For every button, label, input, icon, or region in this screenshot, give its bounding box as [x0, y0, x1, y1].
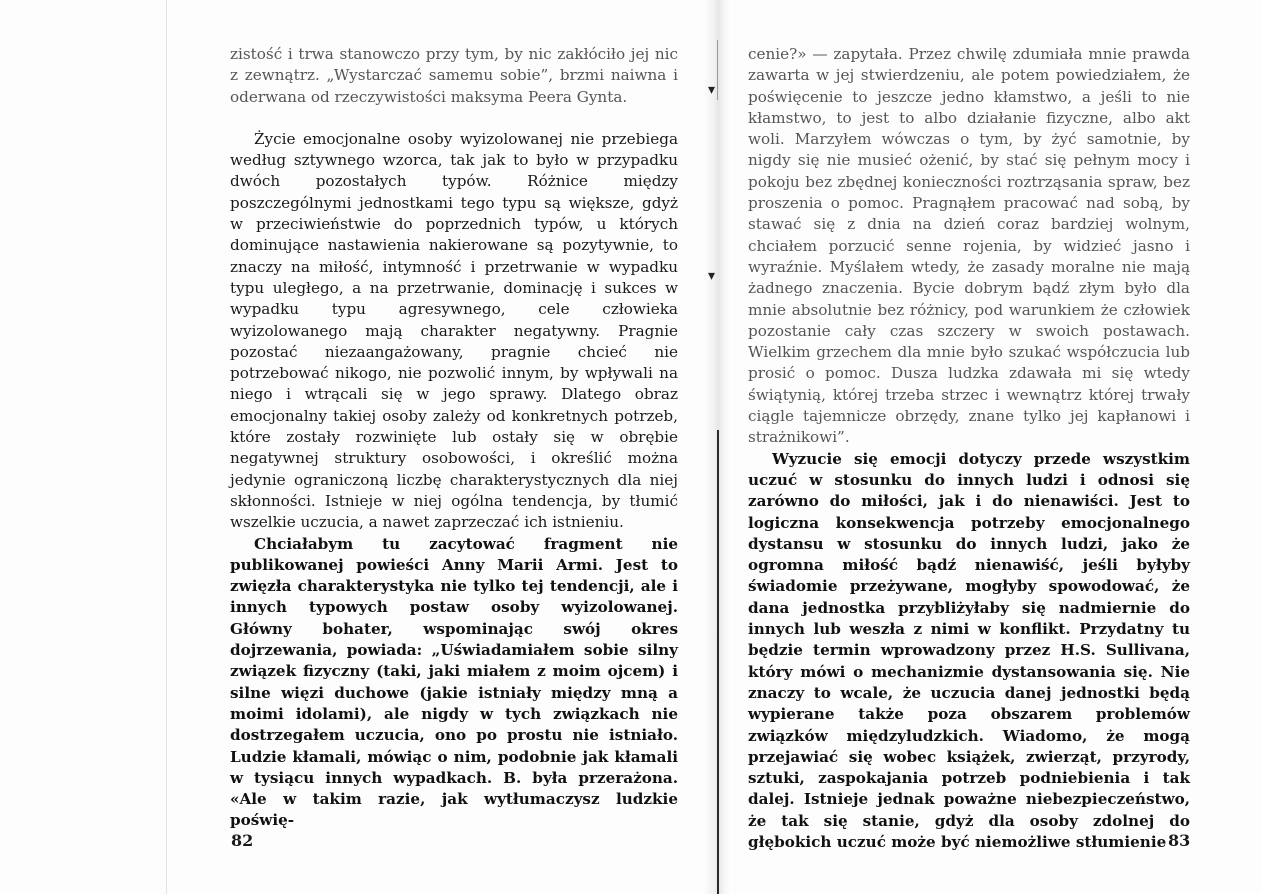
left-paragraph-2: Życie emocjonalne osoby wyizolowanej nie przebiega według sztywnego wzorca, tak jak to było w przypadku dwóch pozostałych typów. Różnice między poszczególnymi jednostkami tego typu są większe, gdyż w przeciwieństwie do poprzednich typów, u których dominujące nastawienia nakierowane są pozytywnie, to znaczy na miłość, intymność i przetrwanie w wypadku typu uległego, a na przetrwanie, dominację i sukces w wypadku typu agresywnego, cele człowieka wyizolowanego mają charakter negatywny. Pragnie pozostać niezaangażowany, pragnie chcieć nie potrzebować nikogo, nie pozwolić innym, by wpływali na niego i wtrącali się w jego sprawy. Dlatego obraz emocjonalny takiej osoby zależy od konkretnych potrzeb, które zostały rozwinięte lub ostały się w obrębie negatywnej struktury osobowości, i określić można jedynie ograniczoną liczbę charakterystycznych dla niej skłonności. Istnieje w niej ogólna tendencja, by tłumić wszelkie uczucia, a nawet zaprzeczać ich istnieniu. [230, 129, 678, 532]
right-paragraph-2: Wyzucie się emocji dotyczy przede wszystkim uczuć w stosunku do innych ludzi i odnosi się zarówno do miłości, jak i do nienawiści. Jest to logiczna konsekwencja potrzeby emocjonalnego dystansu w stosunku do innych ludzi, jako że ogromna miłość bądź nienawiść, jeśli byłyby świadomie przeżywane, mogłyby spowodować, że dana jednostka przybliżyłaby się nadmiernie do innych lub weszła z nimi w konflikt. Przydatny tu będzie termin wprowadzony przez H.S. Sullivana, który mówi o mechanizmie dystansowania się. Nie znaczy to wcale, że uczucia danej jednostki będą wypierane także poza obszarem problemów związków międzyludzkich. Wiadomo, że mogą przejawiać się wobec książek, zwierząt, przyrody, sztuki, zaspokajania potrzeb podniebienia i tak dalej. Istnieje jednak poważne niebezpieczeństwo, że tak się stanie, gdyż dla osoby zdolnej do głębokich uczuć może być niemożliwe stłumienie [748, 449, 1190, 851]
scan-mark: ▾ [708, 268, 716, 284]
left-paragraph-3: Chciałabym tu zacytować fragment nie publikowanej powieści Anny Marii Armi. Jest to zwięzła charakterystyka nie tylko tej tendencji, ale i innych typowych postaw osoby wyizolowanej. Główny bohater, wspominając swój okres dojrzewania, powiada: „Uświadamiałem sobie silny związek fizyczny (taki, jaki miałem z moim ojcem) i silne więzi duchowe (jakie istniały między mną a moimi idolami), ale nigdy w tych związkach nie dostrzegałem uczucia, ono po prostu nie istniało. Ludzie kłamali, mówiąc o nim, podobnie jak kłamali w tysiącu innych wypadkach. B. była przerażona. «Ale w takim razie, jak wytłumaczysz ludzkie poświę- [230, 534, 678, 830]
left-paragraph-1: zistość i trwa stanowczo przy tym, by nic zakłóciło jej nic z zewnątrz. „Wystarczać samemu sobie”, brzmi naiwna i oderwana od rzeczywistości maksyma Peera Gynta. [230, 45, 678, 106]
scan-mark: ▾ [708, 82, 716, 98]
left-page [230, 44, 678, 832]
right-paragraph-1: cenie?» — zapytała. Przez chwilę zdumiała mnie prawda zawarta w jej stwierdzeniu, ale potem powiedziałem, że poświęcenie to jeszcze jedno kłamstwo, a jeśli to nie kłamstwo, to jest to albo działanie fizyczne, albo akt woli. Marzyłem wówczas o tym, by żyć samotnie, by nigdy się nie musieć ożenić, by stać się pełnym mocy i pokoju bez zbędnej konieczności roztrząsania spraw, bez proszenia o pomoc. Pragnąłem pracować nad sobą, by stawać się z dnia na dzień coraz bardziej wolnym, chciałem porzucić senne rojenia, by widzieć jasno i wyraźnie. Myślałem wtedy, że zasady moralne nie mają żadnego znaczenia. Bycie dobrym bądź złym było dla mnie absolutnie bez różnicy, pod warunkiem że człowiek pozostanie cały czas szczery w swoich postawach. Wielkim grzechem dla mnie było szukać współczucia lub prosić o pomoc. Dusza ludzka zdawała mi się wtedy świątynią, której trzeba strzec i wewnątrz której trwały ciągle tajemnicze obrzędy, znane tylko jej kapłanowi i strażnikowi”. [748, 45, 1190, 447]
right-page [748, 44, 1190, 853]
page-edge-shadow [166, 0, 167, 894]
page-number-right: 83 [1168, 831, 1191, 850]
gutter-crease-top [717, 40, 718, 100]
page-number-left: 82 [231, 831, 254, 850]
gutter-crease [717, 430, 719, 894]
